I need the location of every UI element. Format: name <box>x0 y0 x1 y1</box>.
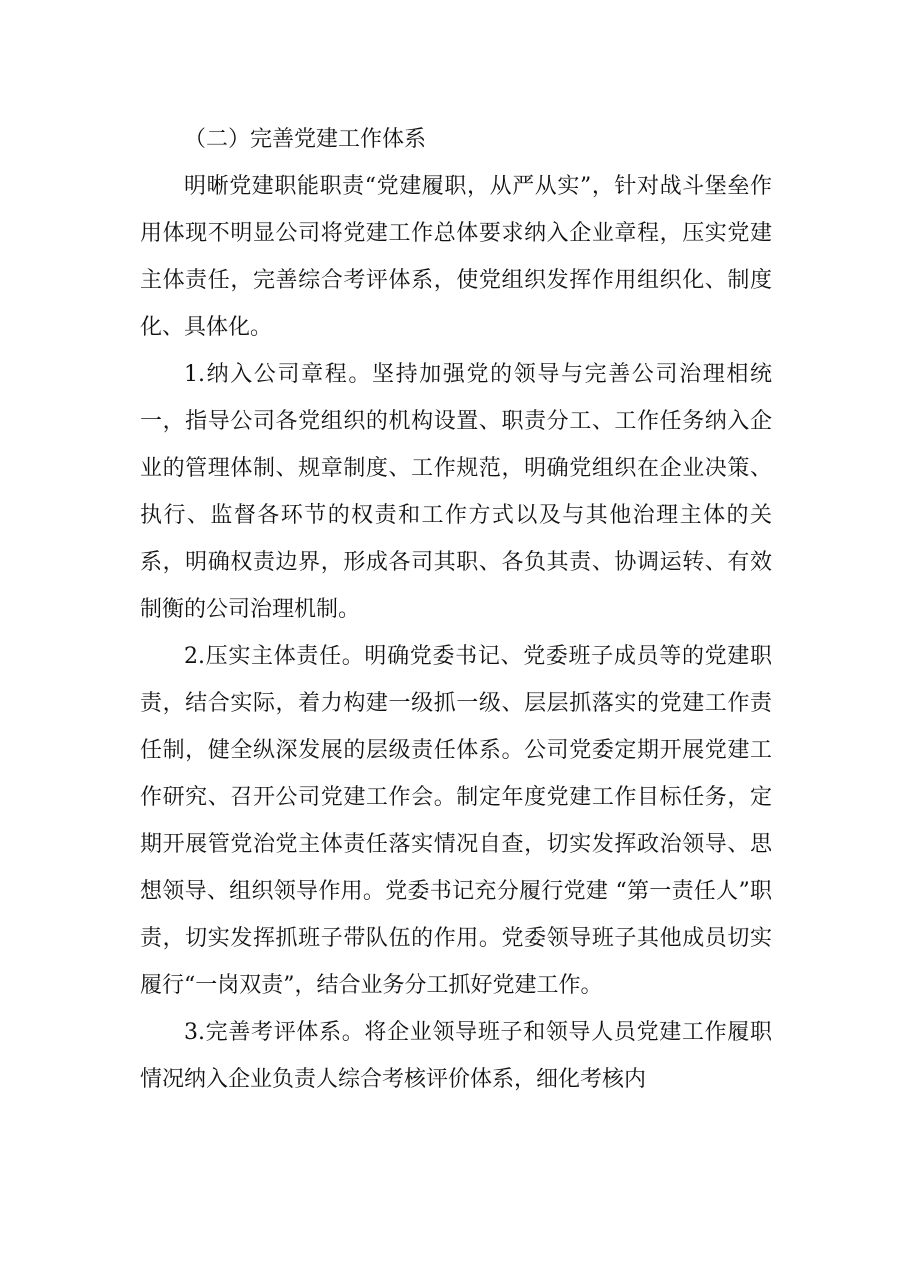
document-body <box>140 116 772 1103</box>
paragraph-item-3: 3.完善考评体系。将企业领导班子和领导人员党建工作履职情况纳入企业负责人综合考核评价体系，细化考核内 <box>140 1020 772 1092</box>
section-heading: （二）完善党建工作体系 <box>184 127 427 152</box>
paragraph-item-2: 2.压实主体责任。明确党委书记、党委班子成员等的党建职责，结合实际，着力构建一级抓一级、层层抓落实的党建工作责任制，健全纵深发展的层级责任体系。公司党委定期开展党建工作研究、召开公司党建工作会。制定年度党建工作目标任务，定期开展管党治党主体责任落实情况自查，切实发挥政治领导、思想领导、组织领导作用。党委书记充分履行党建 “第一责任人”职责，切实发挥抓班子带队伍的作用。党委领导班子其他成员切实履行“一岗双责”，结合业务分工抓好党建工作。 <box>140 644 772 998</box>
paragraph-item-1: 1.纳入公司章程。坚持加强党的领导与完善公司治理相统一，指导公司各党组织的机构设置、职责分工、工作任务纳入企业的管理体制、规章制度、工作规范，明确党组织在企业决策、执行、监督各环节的权责和工作方式以及与其他治理主体的关系，明确权责边界，形成各司其职、各负其责、协调运转、有效制衡的公司治理机制。 <box>140 362 772 622</box>
paragraph-intro: 明晰党建职能职责“党建履职，从严从实”，针对战斗堡垒作用体现不明显公司将党建工作总体要求纳入企业章程，压实党建主体责任，完善综合考评体系，使党组织发挥作用组织化、制度化、具体化。 <box>140 174 772 340</box>
